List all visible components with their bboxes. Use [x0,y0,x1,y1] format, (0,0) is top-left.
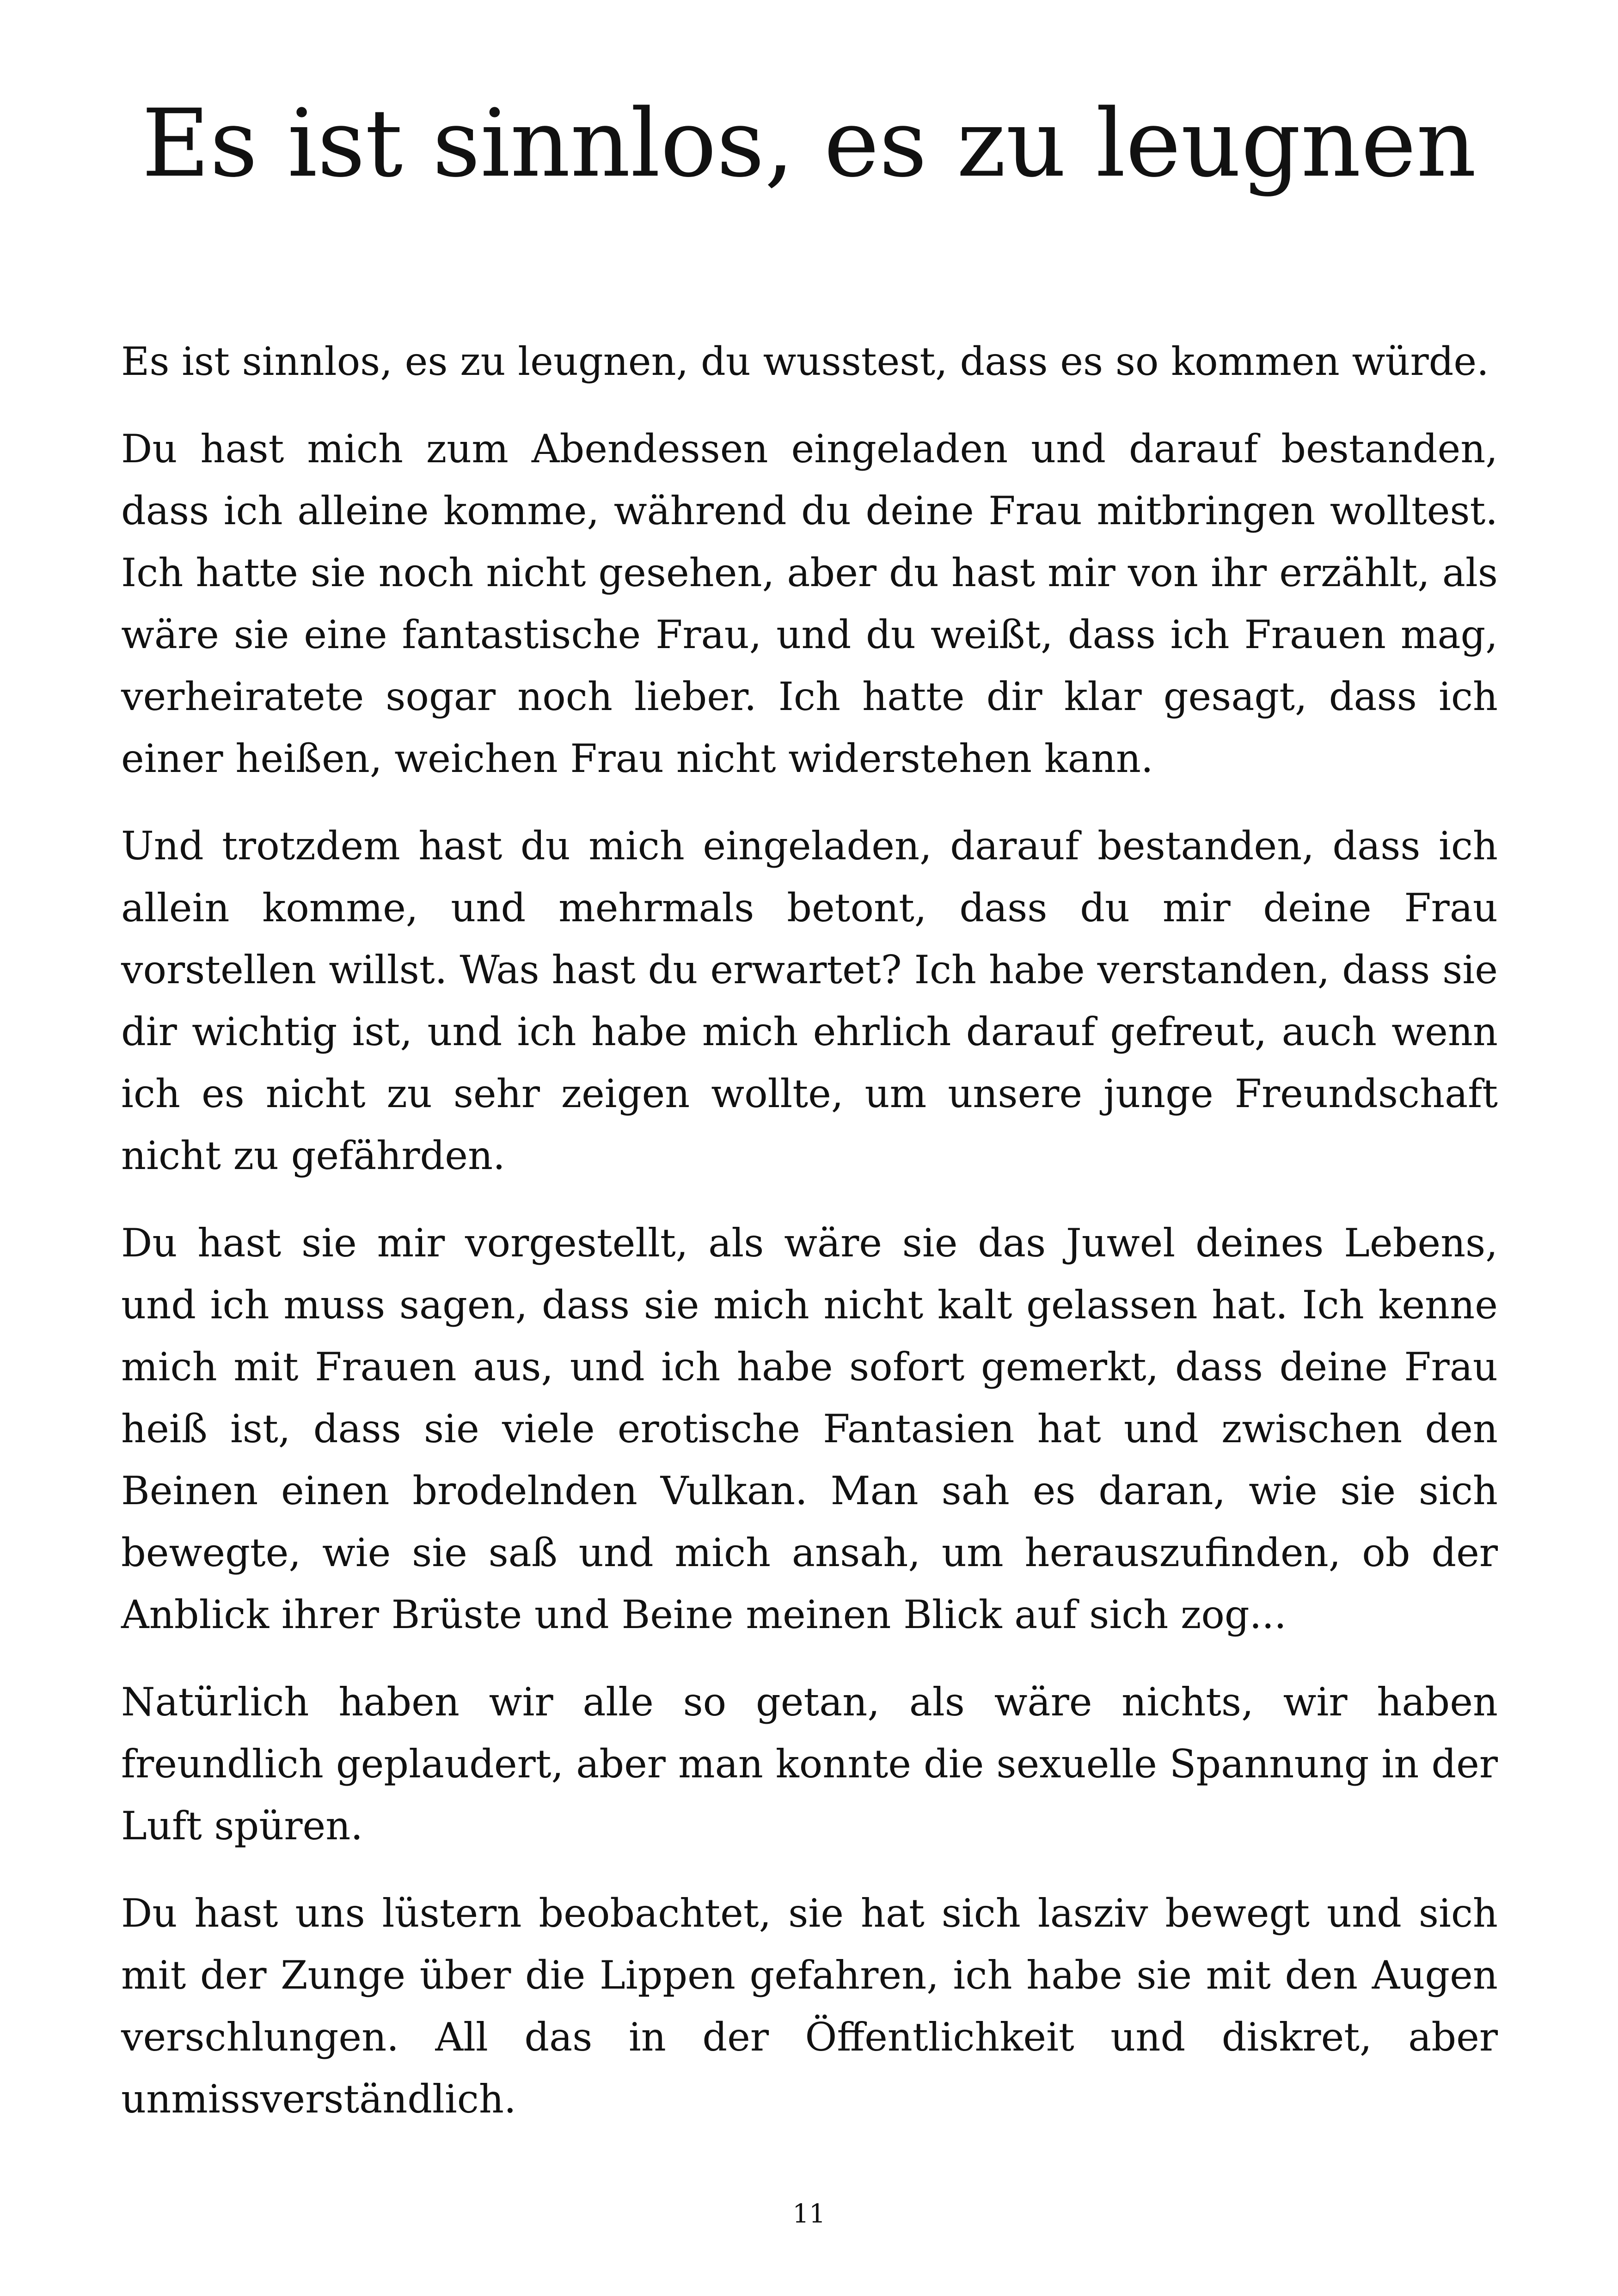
paragraph: Und trotzdem hast du mich eingeladen, darauf bestanden, dass ich allein komme, und mehrmals betont, dass du mir deine Frau vorstellen willst. Was hast du erwartet? Ich habe verstanden, dass sie dir wichtig ist, und ich habe mich ehrlich darauf gefreut, auch wenn ich es nicht zu sehr zeigen wollte, um unsere junge Freundschaft nicht zu gefährden. [121,823,1498,1178]
paragraph: Du hast mich zum Abendessen eingeladen und darauf bestanden, dass ich alleine komme, während du deine Frau mitbringen wolltest. Ich hatte sie noch nicht gesehen, aber du hast mir von ihr erzählt, als wäre sie eine fantastische Frau, und du weißt, dass ich Frauen mag, verheiratete sogar noch lieber. Ich hatte dir klar gesagt, dass ich einer heißen, weichen Frau nicht widerstehen kann. [121,426,1498,781]
page-title: Es ist sinnlos, es zu leugnen [141,89,1477,198]
paragraph: Es ist sinnlos, es zu leugnen, du wusstest, dass es so kommen würde. [121,339,1489,384]
paragraph: Du hast uns lüstern beobachtet, sie hat sich lasziv bewegt und sich mit der Zunge über die Lippen gefahren, ich habe sie mit den Augen verschlungen. All das in der Öffentlichkeit und diskret, aber unmissverständlich. [121,1891,1498,2122]
paragraph: Du hast sie mir vorgestellt, als wäre sie das Juwel deines Lebens, und ich muss sagen, dass sie mich nicht kalt gelassen hat. Ich kenne mich mit Frauen aus, und ich habe sofort gemerkt, dass deine Frau heiß ist, dass sie viele erotische Fantasien hat und zwischen den Beinen einen brodelnden Vulkan. Man sah es daran, wie sie sich bewegte, wie sie saß und mich ansah, um herauszufinden, ob der Anblick ihrer Brüste und Beine meinen Blick auf sich zog... [121,1220,1498,1637]
page-number: 11 [792,2199,826,2229]
paragraph: Natürlich haben wir alle so getan, als wäre nichts, wir haben freundlich geplaudert, aber man konnte die sexuelle Spannung in der Luft spüren. [121,1679,1498,1849]
chapter-body [121,331,1498,2155]
